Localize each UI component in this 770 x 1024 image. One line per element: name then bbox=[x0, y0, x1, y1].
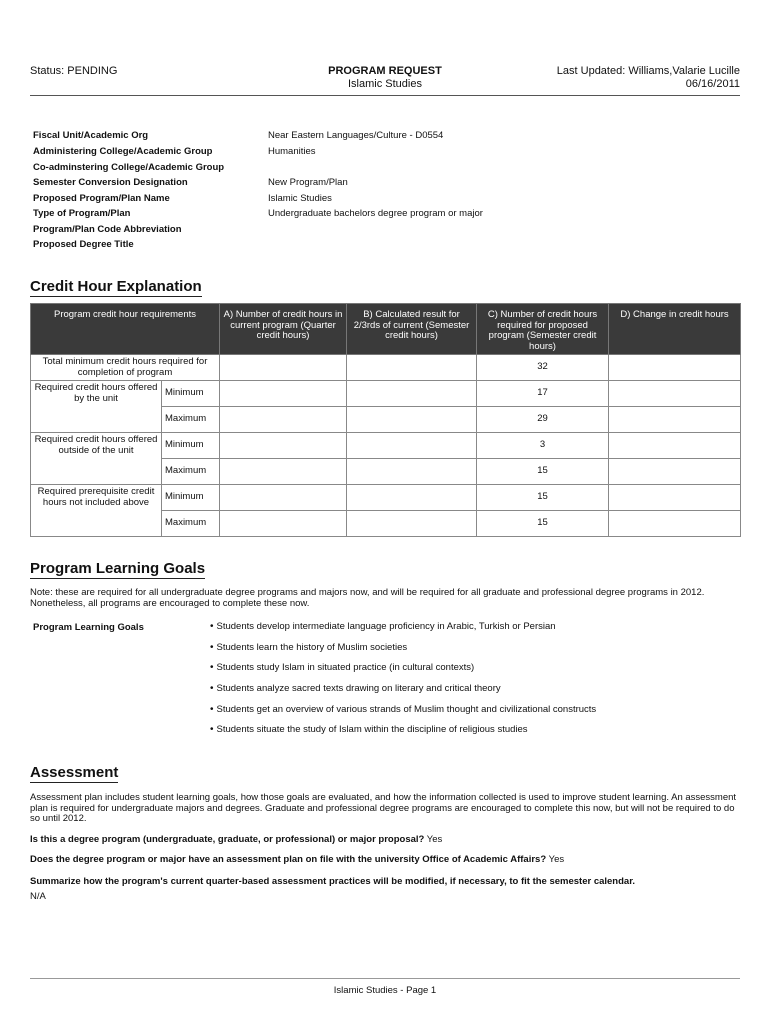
table-cell: 15 bbox=[477, 459, 609, 485]
list-item bbox=[210, 662, 474, 673]
table-row bbox=[31, 355, 741, 381]
row-sublabel: Maximum bbox=[162, 511, 220, 537]
last-updated-date: 06/16/2011 bbox=[685, 78, 740, 90]
goal-text: Students situate the study of Islam within the discipline of religious studies bbox=[216, 724, 528, 735]
row-sublabel: Maximum bbox=[162, 459, 220, 485]
column-header: A) Number of credit hours in current program (Quarter credit hours) bbox=[220, 304, 347, 355]
table-cell bbox=[220, 511, 347, 537]
row-sublabel: Minimum bbox=[162, 433, 220, 459]
answer-text: N/A bbox=[30, 891, 46, 902]
table-cell bbox=[347, 511, 477, 537]
bullet-icon: • bbox=[210, 683, 214, 694]
table-cell bbox=[220, 433, 347, 459]
credit-hour-table bbox=[30, 303, 741, 537]
table-cell bbox=[609, 381, 741, 407]
field-label: Type of Program/Plan bbox=[33, 208, 131, 219]
assessment-question-2 bbox=[30, 854, 564, 865]
table-cell bbox=[347, 355, 477, 381]
bullet-icon: • bbox=[210, 662, 214, 673]
column-header: Program credit hour requirements bbox=[31, 304, 220, 355]
table-cell bbox=[609, 407, 741, 433]
page-footer: Islamic Studies - Page 1 bbox=[333, 985, 437, 996]
table-cell bbox=[609, 433, 741, 459]
bullet-icon: • bbox=[210, 621, 214, 632]
row-label: Required credit hours offered outside of the unit bbox=[31, 433, 162, 485]
field-value: Humanities bbox=[268, 146, 316, 157]
learning-goals-heading: Program Learning Goals bbox=[30, 560, 206, 577]
assessment-question-1 bbox=[30, 834, 442, 845]
bullet-icon: • bbox=[210, 704, 214, 715]
row-label: Total minimum credit hours required for completion of program bbox=[31, 355, 220, 381]
table-row bbox=[31, 485, 741, 511]
table-cell bbox=[347, 407, 477, 433]
table-cell bbox=[609, 355, 741, 381]
goal-text: Students study Islam in situated practice (in cultural contexts) bbox=[216, 662, 475, 673]
table-cell bbox=[609, 511, 741, 537]
answer-text: Yes bbox=[548, 854, 565, 865]
document-title: PROGRAM REQUEST bbox=[328, 65, 442, 77]
table-cell bbox=[609, 485, 741, 511]
table-cell: 29 bbox=[477, 407, 609, 433]
table-header-row bbox=[31, 304, 741, 355]
row-sublabel: Minimum bbox=[162, 381, 220, 407]
row-label: Required credit hours offered by the unit bbox=[31, 381, 162, 433]
table-cell: 15 bbox=[477, 485, 609, 511]
answer-text: Yes bbox=[426, 834, 443, 845]
column-header: C) Number of credit hours required for proposed program (Semester credit hours) bbox=[477, 304, 609, 355]
table-cell bbox=[347, 433, 477, 459]
table-cell bbox=[220, 485, 347, 511]
list-item bbox=[210, 683, 501, 694]
goal-text: Students develop intermediate language proficiency in Arabic, Turkish or Persian bbox=[216, 621, 556, 632]
question-text: Summarize how the program's current quarter-based assessment practices will be modified, if necessary, to fit the semester calendar. bbox=[30, 876, 636, 887]
credit-hour-heading: Credit Hour Explanation bbox=[30, 278, 202, 295]
document-subtitle: Islamic Studies bbox=[348, 78, 422, 90]
column-header: B) Calculated result for 2/3rds of current (Semester credit hours) bbox=[347, 304, 477, 355]
field-value: Undergraduate bachelors degree program or major bbox=[268, 208, 483, 219]
table-cell bbox=[347, 485, 477, 511]
assessment-intro: Assessment plan includes student learning goals, how those goals are evaluated, and how the information collected is used to improve student learning. An assessment plan is required for undergraduate majors and degrees. Graduate and professional degree programs are encouraged to complete this now, but will not be required to do so until 2012. bbox=[30, 792, 737, 824]
field-value: New Program/Plan bbox=[268, 177, 348, 188]
learning-goals-label: Program Learning Goals bbox=[33, 622, 144, 633]
assessment-question-3 bbox=[30, 876, 635, 887]
question-text: Is this a degree program (undergraduate, graduate, or professional) or major proposal? bbox=[30, 834, 425, 845]
list-item bbox=[210, 621, 556, 632]
table-row bbox=[31, 381, 741, 407]
assessment-heading: Assessment bbox=[30, 764, 119, 781]
field-label: Semester Conversion Designation bbox=[33, 177, 188, 188]
table-cell: 15 bbox=[477, 511, 609, 537]
table-cell bbox=[347, 459, 477, 485]
bullet-icon: • bbox=[210, 642, 214, 653]
table-cell bbox=[220, 459, 347, 485]
list-item bbox=[210, 642, 407, 653]
list-item bbox=[210, 704, 596, 715]
table-cell: 3 bbox=[477, 433, 609, 459]
table-cell bbox=[220, 381, 347, 407]
field-label: Co-adminstering College/Academic Group bbox=[33, 162, 225, 173]
field-label: Proposed Degree Title bbox=[33, 239, 134, 250]
question-text: Does the degree program or major have an assessment plan on file with the university Office of Academic Affairs? bbox=[30, 854, 547, 865]
row-label: Required prerequisite credit hours not included above bbox=[31, 485, 162, 537]
table-cell: 17 bbox=[477, 381, 609, 407]
header-divider bbox=[30, 95, 740, 96]
field-value: Near Eastern Languages/Culture - D0554 bbox=[268, 130, 444, 141]
field-label: Proposed Program/Plan Name bbox=[33, 193, 170, 204]
table-row bbox=[31, 433, 741, 459]
field-label: Program/Plan Code Abbreviation bbox=[33, 224, 182, 235]
goal-text: Students get an overview of various strands of Muslim thought and civilizational constructs bbox=[216, 704, 597, 715]
field-label: Fiscal Unit/Academic Org bbox=[33, 130, 149, 141]
status-text: Status: PENDING bbox=[30, 65, 118, 77]
row-sublabel: Maximum bbox=[162, 407, 220, 433]
table-cell bbox=[347, 381, 477, 407]
goal-text: Students learn the history of Muslim societies bbox=[216, 642, 408, 653]
table-cell: 32 bbox=[477, 355, 609, 381]
table-cell bbox=[609, 459, 741, 485]
footer-divider bbox=[30, 978, 740, 979]
learning-goals-note: Note: these are required for all undergraduate degree programs and majors now, and will be required for all graduate and professional degree programs in 2012. Nonetheless, all programs are encouraged to complete these now. bbox=[30, 587, 705, 609]
list-item bbox=[210, 724, 528, 735]
table-cell bbox=[220, 407, 347, 433]
column-header: D) Change in credit hours bbox=[609, 304, 741, 355]
table-cell bbox=[220, 355, 347, 381]
field-label: Administering College/Academic Group bbox=[33, 146, 213, 157]
field-value: Islamic Studies bbox=[268, 193, 332, 204]
goal-text: Students analyze sacred texts drawing on literary and critical theory bbox=[216, 683, 501, 694]
row-sublabel: Minimum bbox=[162, 485, 220, 511]
last-updated-by: Last Updated: Williams,Valarie Lucille bbox=[556, 65, 740, 77]
bullet-icon: • bbox=[210, 724, 214, 735]
